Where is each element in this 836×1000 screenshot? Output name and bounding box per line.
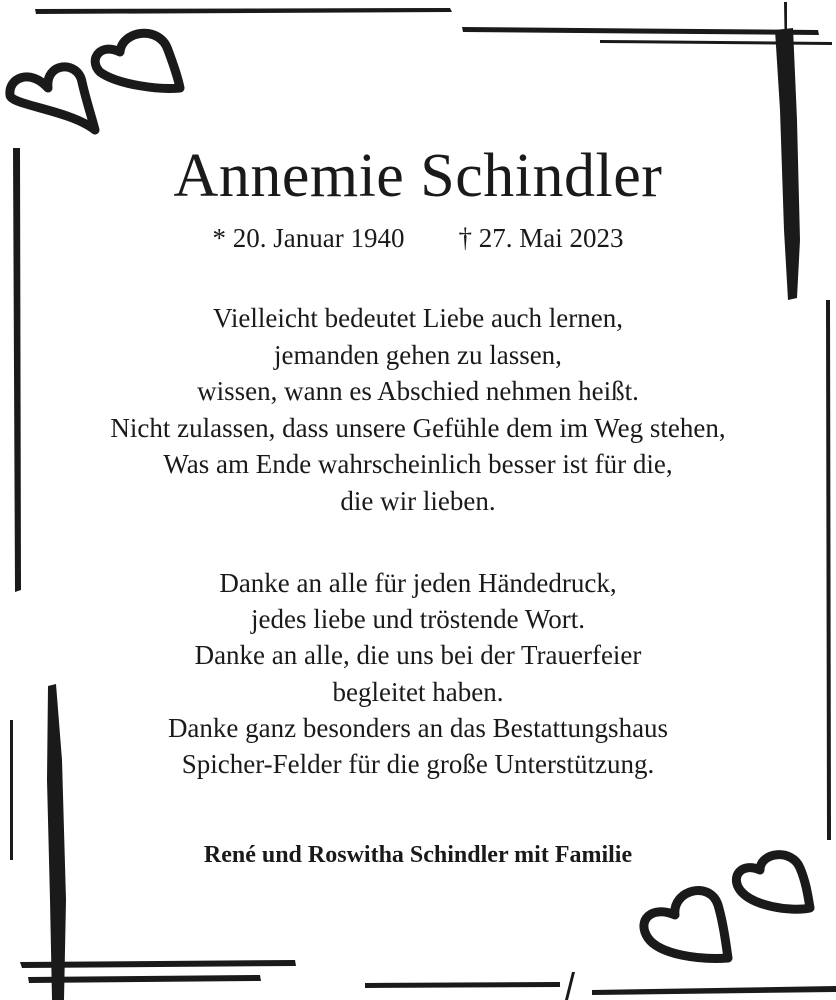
poem-line: wissen, wann es Abschied nehmen heißt. <box>197 376 639 407</box>
poem-line: jemanden gehen zu lassen, <box>274 339 562 370</box>
birth-date: * 20. Januar 1940 <box>212 223 405 253</box>
poem-line: Nicht zulassen, dass unsere Gefühle dem im Weg stehen, <box>110 412 726 443</box>
top-right-stroke-thin <box>600 40 832 45</box>
bottom-center-stroke <box>365 982 560 988</box>
bottom-right-stroke <box>592 986 836 995</box>
thanks-text <box>0 565 836 782</box>
top-border-stroke <box>35 8 452 14</box>
thanks-line: Danke ganz besonders an das Bestattungshaus <box>167 712 669 743</box>
poem-line: die wir lieben. <box>340 485 496 516</box>
thanks-line: Danke an alle für jeden Händedruck, <box>219 568 617 598</box>
poem <box>0 300 836 520</box>
life-dates <box>0 220 836 256</box>
thanks-line: Danke an alle, die uns bei der Trauerfeier <box>194 640 642 671</box>
thanks-line: Spicher-Felder für die große Unterstützung. <box>181 749 655 780</box>
double-heart-icon-top-left <box>10 33 180 130</box>
death-date: † 27. Mai 2023 <box>458 223 624 253</box>
family-signature: René und Roswitha Schindler mit Familie <box>203 842 633 868</box>
top-right-stroke <box>462 27 819 35</box>
thanks-line: jedes liebe und tröstende Wort. <box>251 604 585 635</box>
bottom-hook-stroke <box>565 972 575 1000</box>
poem-line: Was am Ende wahrscheinlich besser ist für die, <box>163 449 673 480</box>
thanks-line: begleitet haben. <box>332 676 504 707</box>
deceased-name: Annemie Schindler <box>173 142 663 210</box>
poem-line: Vielleicht bedeutet Liebe auch lernen, <box>213 303 623 333</box>
